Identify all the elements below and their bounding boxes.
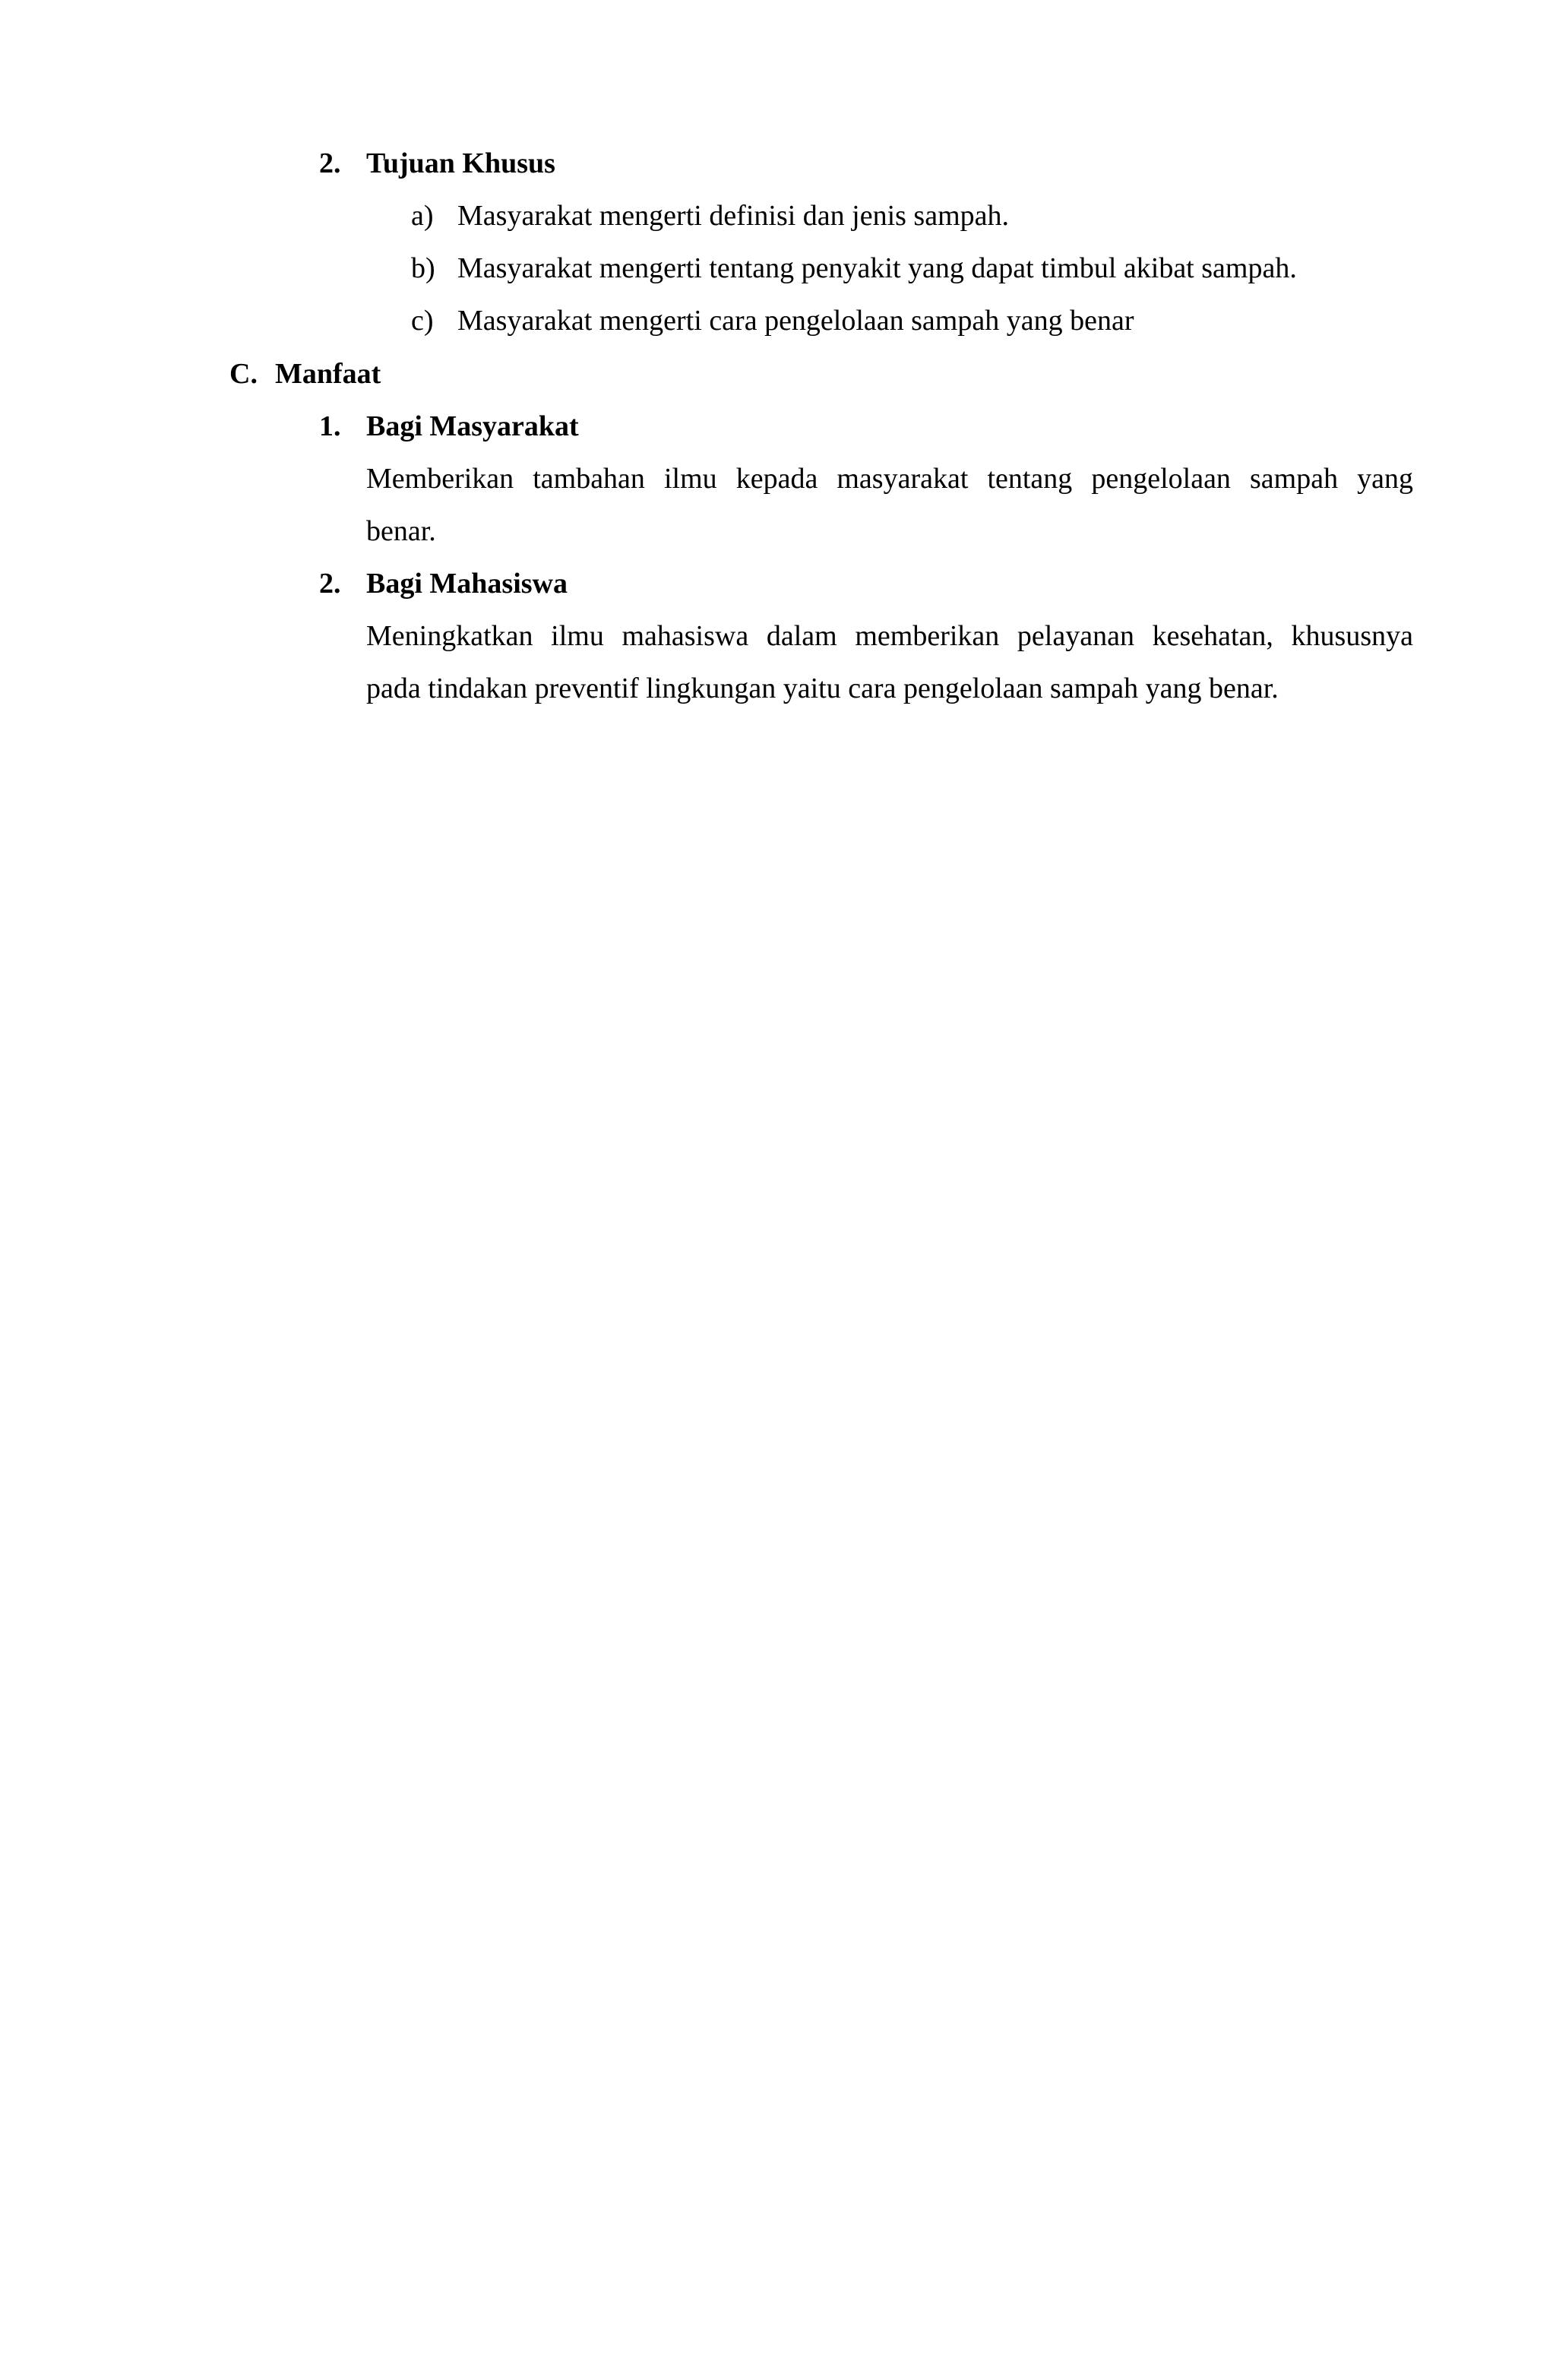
subsection-number: 2.	[319, 568, 341, 600]
subsection-title: Bagi Masyarakat	[366, 410, 579, 442]
paragraph-line: benar.	[366, 515, 436, 547]
section-marker: C.	[229, 358, 258, 390]
list-marker: c)	[411, 305, 434, 337]
subsection-title: Bagi Mahasiswa	[366, 568, 568, 600]
list-marker: b)	[411, 252, 435, 284]
list-item: Masyarakat mengerti tentang penyakit yang dapat timbul akibat sampah.	[457, 252, 1297, 284]
subsection-number: 1.	[319, 410, 341, 442]
section-number: 2.	[319, 147, 341, 179]
paragraph-line: pada tindakan preventif lingkungan yaitu cara pengelolaan sampah yang benar.	[366, 673, 1279, 704]
list-item: Masyarakat mengerti definisi dan jenis sampah.	[457, 200, 1010, 232]
list-marker: a)	[411, 200, 434, 232]
list-item: Masyarakat mengerti cara pengelolaan sampah yang benar	[457, 305, 1134, 337]
paragraph-line: Meningkatkan ilmu mahasiswa dalam memberikan pelayanan kesehatan, khususnya	[366, 620, 1413, 652]
section-title: Tujuan Khusus	[366, 147, 555, 179]
paragraph-line: Memberikan tambahan ilmu kepada masyarakat tentang pengelolaan sampah yang	[366, 463, 1413, 495]
section-title: Manfaat	[275, 358, 381, 390]
